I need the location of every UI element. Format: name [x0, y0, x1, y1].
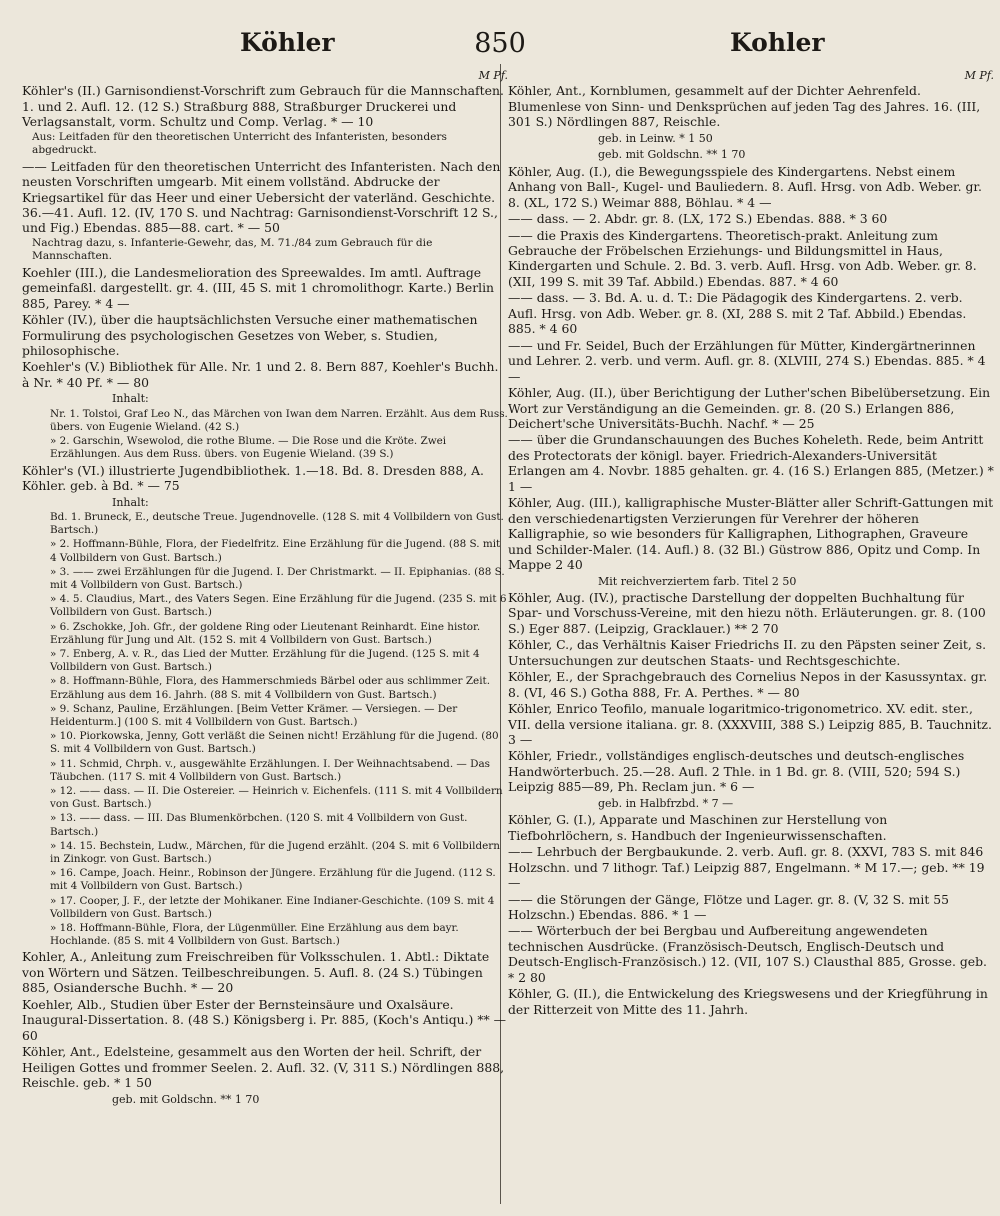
- right-column: [508, 68, 994, 1018]
- catalog-entry: Köhler, Aug. (I.), die Bewegungsspiele des Kindergartens. Nebst einem Anhang von Ball-, Kugel- und Bauliedern. 8. Aufl. Hrsg. von Adb. Weber. gr. 8. (XL, 172 S.) Weimar 888, Böhlau. * 4 —: [508, 163, 982, 210]
- catalog-entry: —— und Fr. Seidel, Buch der Erzählungen für Mütter, Kindergärtnerinnen und Lehrer. 2. verb. und verm. Aufl. gr. 8. (XLVIII, 274 S.) Ebendas. 885. * 4 —: [508, 337, 986, 384]
- catalog-entry: Köhler, Aug. (II.), über Berichtigung der Luther'schen Bibelübersetzung. Ein Wort zur Verständigung an die Gemeinden. gr. 8. (20 S.) Erlangen 886, Deichert'sche Universitäts-Buchh. Nachf. * — 25: [508, 385, 991, 431]
- catalog-entry: » 13. —— dass. — III. Das Blumenkörbchen. (120 S. mit 4 Vollbildern von Gust. Bartsch.): [50, 812, 468, 838]
- catalog-entry: Köhler, Friedr., vollständiges englisch-deutsches und deutsch-englisches Handwörterbuch. 25.—28. Aufl. 2 Thle. in 1 Bd. gr. 8. (VIII, 520; 594 S.) Leipzig 885—89, Ph. Reclam jun. * 6 —: [508, 748, 965, 795]
- catalog-entry: » 14. 15. Bechstein, Ludw., Märchen, für die Jugend erzählt. (204 S. mit 6 Vollbildern in Zinkogr. von Gust. Bartsch.): [50, 839, 500, 866]
- catalog-entry: » 7. Enberg, A. v. R., das Lied der Mutter. Erzählung für die Jugend. (125 S. mit 4 Vollbildern von Gust. Bartsch.): [50, 647, 480, 674]
- catalog-entry: » 10. Piorkowska, Jenny, Gott verläßt die Seinen nicht! Erzählung für die Jugend. (80 S. mit 4 Vollbildern von Gust. Bartsch.): [50, 730, 499, 756]
- catalog-entry: Koehler, Alb., Studien über Ester der Bernsteinsäure und Oxalsäure. Inaugural-Dissertation. 8. (48 S.) Königsberg i. Pr. 885, (Koch's Antiqu.) ** — 60: [22, 996, 507, 1043]
- catalog-entry: —— dass. — 2. Abdr. gr. 8. (LX, 172 S.) Ebendas. 888. * 3 60: [508, 211, 888, 227]
- catalog-entry: —— Leitfaden für den theoretischen Unterricht des Infanteristen. Nach den neusten Vorschriften umgearb. Mit einem vollständ. Abdrucke der Kriegsartikel für das Heer und einer Uebersicht der vaterländ. Geschichte. 36.—41. Aufl. 12. (IV, 170 S. und Nachtrag: Garnisondienst-Vorschrift 12 S., und Fig.) Ebendas. 885—88. cart. * — 50: [22, 158, 501, 236]
- catalog-entry: » 17. Cooper, J. F., der letzte der Mohikaner. Eine Indianer-Geschichte. (109 S. mit 4 Vollbildern von Gust. Bartsch.): [50, 894, 495, 920]
- catalog-entry: —— dass. — 3. Bd. A. u. d. T.: Die Pädagogik des Kindergartens. 2. verb. Aufl. Hrsg. von Adb. Weber. gr. 8. (XI, 288 S. mit 2 Taf. Abbild.) Ebendas. 885. * 4 60: [508, 290, 967, 337]
- catalog-entry: Aus: Leitfaden für den theoretischen Unterricht des Infanteristen, besonders abgedruckt.: [32, 130, 447, 157]
- catalog-entry: Köhler, Ant., Edelsteine, gesammelt aus den Worten der heil. Schrift, der Heiligen Gottes und frommer Seelen. 2. Aufl. 32. (V, 311 S.) Nördlingen 888, Reischle. geb. * 1 50: [22, 1044, 505, 1091]
- catalog-entry: geb. mit Goldschn. ** 1 70: [112, 1092, 260, 1106]
- catalog-entry: Kohler, A., Anleitung zum Freischreiben für Volksschulen. 1. Abtl.: Diktate von Wörtern und Sätzen. Teilbeschreibungen. 5. Aufl. 8. (24 S.) Tübingen 885, Osiandersche Buchh. * — 20: [22, 949, 490, 996]
- catalog-entry: Koehler's (V.) Bibliothek für Alle. Nr. 1 und 2. 8. Bern 887, Koehler's Buchh. à Nr. * 40 Pf. * — 80: [22, 359, 499, 390]
- catalog-entry: Nr. 1. Tolstoi, Graf Leo N., das Märchen von Iwan dem Narren. Erzählt. Aus dem Russ. übers. von Eugenie Wieland. (42 S.): [50, 407, 508, 433]
- catalog-entry: —— die Praxis des Kindergartens. Theoretisch-prakt. Anleitung zum Gebrauche der Fröbelschen Erziehungs- und Bildungsmittel in Haus, Kindergarten und Schule. 2. Bd. 3. verb. Aufl. Hrsg. von Adb. Weber. gr. 8. (XII, 199 S. mit 39 Taf. Abbild.) Ebendas. 887. * 4 60: [508, 227, 977, 289]
- catalog-entry: Inhalt:: [112, 495, 149, 509]
- left-column: [22, 68, 508, 1108]
- catalog-entry: Bd. 1. Bruneck, E., deutsche Treue. Jugendnovelle. (128 S. mit 4 Vollbildern von Gust. Bartsch.): [50, 510, 504, 537]
- catalog-entry: geb. mit Goldschn. ** 1 70: [598, 148, 746, 162]
- catalog-entry: —— Lehrbuch der Bergbaukunde. 2. verb. Aufl. gr. 8. (XXVI, 783 S. mit 846 Holzschn. und 7 lithogr. Taf.) Leipzig 887, Engelmann. * M 17.—; geb. ** 19 —: [508, 844, 985, 891]
- catalog-entry: Nachtrag dazu, s. Infanterie-Gewehr, das, M. 71./84 zum Gebrauch für die Mannschaften.: [32, 236, 433, 263]
- catalog-entry: Köhler, Enrico Teofilo, manuale logaritmico-trigonometrico. XV. edit. ster., VII. della versione italiana. gr. 8. (XXXVIII, 388 S.) Leipzig 885, B. Tauchnitz. 3 —: [508, 701, 992, 748]
- catalog-entry: » 9. Schanz, Pauline, Erzählungen. [Beim Vetter Krämer. — Versiegen. — Der Heidenturm.] (100 S. mit 4 Vollbildern von Gust. Bartsch.): [50, 702, 458, 728]
- catalog-entry: » 16. Campe, Joach. Heinr., Robinson der Jüngere. Erzählung für die Jugend. (112 S. mit 4 Vollbildern von Gust. Bartsch.): [50, 867, 496, 893]
- catalog-entry: Köhler, G. (II.), die Entwickelung des Kriegswesens und der Kriegführung in der Ritterzeit von Mitte des 11. Jahrh.: [508, 986, 988, 1017]
- catalog-entry: —— Wörterbuch der bei Bergbau und Aufbereitung angewendeten technischen Ausdrücke. (Französisch-Deutsch, Englisch-Deutsch und Deutsch-Englisch-Französisch.) 12. (VII, 107 S.) Clausthal 885, Grosse. geb. * 2 80: [508, 923, 987, 985]
- catalog-entry: » 3. —— zwei Erzählungen für die Jugend. I. Der Christmarkt. — II. Epiphanias. (88 S. mit 4 Vollbildern von Gust. Bartsch.): [50, 565, 505, 591]
- catalog-entry: » 2. Hoffmann-Bühle, Flora, der Fiedelfritz. Eine Erzählung für die Jugend. (88 S. mit 4 Vollbildern von Gust. Bartsch.): [50, 538, 501, 564]
- catalog-entry: Mit reichverziertem farb. Titel 2 50: [598, 574, 797, 588]
- catalog-entry: Köhler, Ant., Kornblumen, gesammelt auf der Dichter Aehrenfeld. Blumenlese von Sinn- und Denksprüchen auf jeden Tag des Jahres. 16. (III, 301 S.) Nördlingen 887, Reischle.: [508, 83, 981, 130]
- catalog-entry: » 2. Garschin, Wsewolod, die rothe Blume. — Die Rose und die Kröte. Zwei Erzählungen. Aus dem Russ. übers. von Eugenie Wieland. (39 S.): [50, 435, 447, 461]
- left-currency-label: M Pf.: [478, 69, 508, 82]
- catalog-entry: Köhler's (VI.) illustrierte Jugendbibliothek. 1.—18. Bd. 8. Dresden 888, A. Köhler. geb. à Bd. * — 75: [22, 462, 484, 494]
- catalog-entry: » 8. Hoffmann-Bühle, Flora, des Hammerschmieds Bärbel oder aus schlimmer Zeit. Erzählung aus dem 16. Jahrh. (88 S. mit 4 Vollbildern von Gust. Bartsch.): [50, 675, 490, 701]
- catalog-entry: Köhler, G. (I.), Apparate und Maschinen zur Herstellung von Tiefbohrlöchern, s. Handbuch der Ingenieurwissenschaften.: [508, 812, 888, 843]
- right-running-head: Kohler: [730, 28, 825, 57]
- catalog-entry: —— die Störungen der Gänge, Flötze und Lager. gr. 8. (V, 32 S. mit 55 Holzschn.) Ebendas. 886. * 1 —: [508, 891, 950, 923]
- page-header: [0, 28, 1000, 62]
- catalog-entry: Köhler, C., das Verhältnis Kaiser Friedrichs II. zu den Päpsten seiner Zeit, s. Untersuchungen zur deutschen Staats- und Rechtsgeschichte.: [508, 637, 987, 668]
- catalog-entry: » 12. —— dass. — II. Die Ostereier. — Heinrich v. Eichenfels. (111 S. mit 4 Vollbildern von Gust. Bartsch.): [50, 785, 503, 811]
- catalog-entry: » 11. Schmid, Chrph. v., ausgewählte Erzählungen. I. Der Weihnachtsabend. — Das Täubchen. (117 S. mit 4 Vollbildern von Gust. Bartsch.): [50, 757, 490, 783]
- left-running-head: Köhler: [240, 28, 335, 57]
- catalog-entry: Köhler, E., der Sprachgebrauch des Cornelius Nepos in der Kasussyntax. gr. 8. (VI, 46 S.) Gotha 888, Fr. A. Perthes. * — 80: [508, 669, 988, 700]
- catalog-entry: Inhalt:: [112, 392, 149, 406]
- catalog-entry: Köhler, Aug. (III.), kalligraphische Muster-Blätter aller Schrift-Gattungen mit den verschiedenartigsten Verzierungen für Verehrer der höheren Kalligraphie, so wie besonders für Kalligraphen, Lithographen, Graveure und Schilder-Maler. (14. Aufl.) 8. (32 Bl.) Güstrow 886, Opitz und Comp. In Mappe 2 40: [508, 495, 994, 573]
- catalog-entry: —— über die Grundanschauungen des Buches Koheleth. Rede, beim Antritt des Protectorats der königl. bayer. Friedrich-Alexanders-Universität Erlangen am 4. Novbr. 1885 gehalten. gr. 4. (16 S.) Erlangen 885, (Metzer.) * 1 —: [508, 432, 994, 494]
- page-number: 850: [474, 28, 526, 59]
- catalog-entry: geb. in Halbfrzbd. * 7 —: [598, 796, 734, 810]
- catalog-entry: Köhler, Aug. (IV.), practische Darstellung der doppelten Buchhaltung für Spar- und Vorschuss-Vereine, mit den hiezu nöth. Erläuterungen. gr. 8. (100 S.) Eger 887. (Leipzig, Gracklauer.) ** 2 70: [508, 589, 986, 636]
- catalog-entry: Köhler's (II.) Garnisondienst-Vorschrift zum Gebrauch für die Mannschaften. 1. und 2. Aufl. 12. (12 S.) Straßburg 888, Straßburger Druckerei und Verlagsanstalt, vorm. Schultz und Comp. Verlag. * — 10: [22, 83, 504, 130]
- right-currency-label: M Pf.: [964, 69, 994, 82]
- catalog-entry: Köhler (IV.), über die hauptsächlichsten Versuche einer mathematischen Formulirung des psychologischen Gesetzes von Weber, s. Studien, philosophische.: [22, 312, 478, 358]
- catalog-entry: geb. in Leinw. * 1 50: [598, 131, 713, 145]
- catalog-entry: » 6. Zschokke, Joh. Gfr., der goldene Ring oder Lieutenant Reinhardt. Eine histor. Erzählung für Jung und Alt. (152 S. mit 4 Vollbildern von Gust. Bartsch.): [50, 620, 481, 646]
- catalog-entry: » 4. 5. Claudius, Mart., des Vaters Segen. Eine Erzählung für die Jugend. (235 S. mit 6 Vollbildern von Gust. Bartsch.): [50, 593, 507, 619]
- catalog-entry: » 18. Hoffmann-Bühle, Flora, der Lügenmüller. Eine Erzählung aus dem bayr. Hochlande. (85 S. mit 4 Vollbildern von Gust. Bartsch.): [50, 922, 459, 948]
- catalog-entry: Koehler (III.), die Landesmelioration des Spreewaldes. Im amtl. Auftrage gemeinfaßl. dargestellt. gr. 4. (III, 45 S. mit 1 chromolithogr. Karte.) Berlin 885, Parey. * 4 —: [22, 264, 495, 311]
